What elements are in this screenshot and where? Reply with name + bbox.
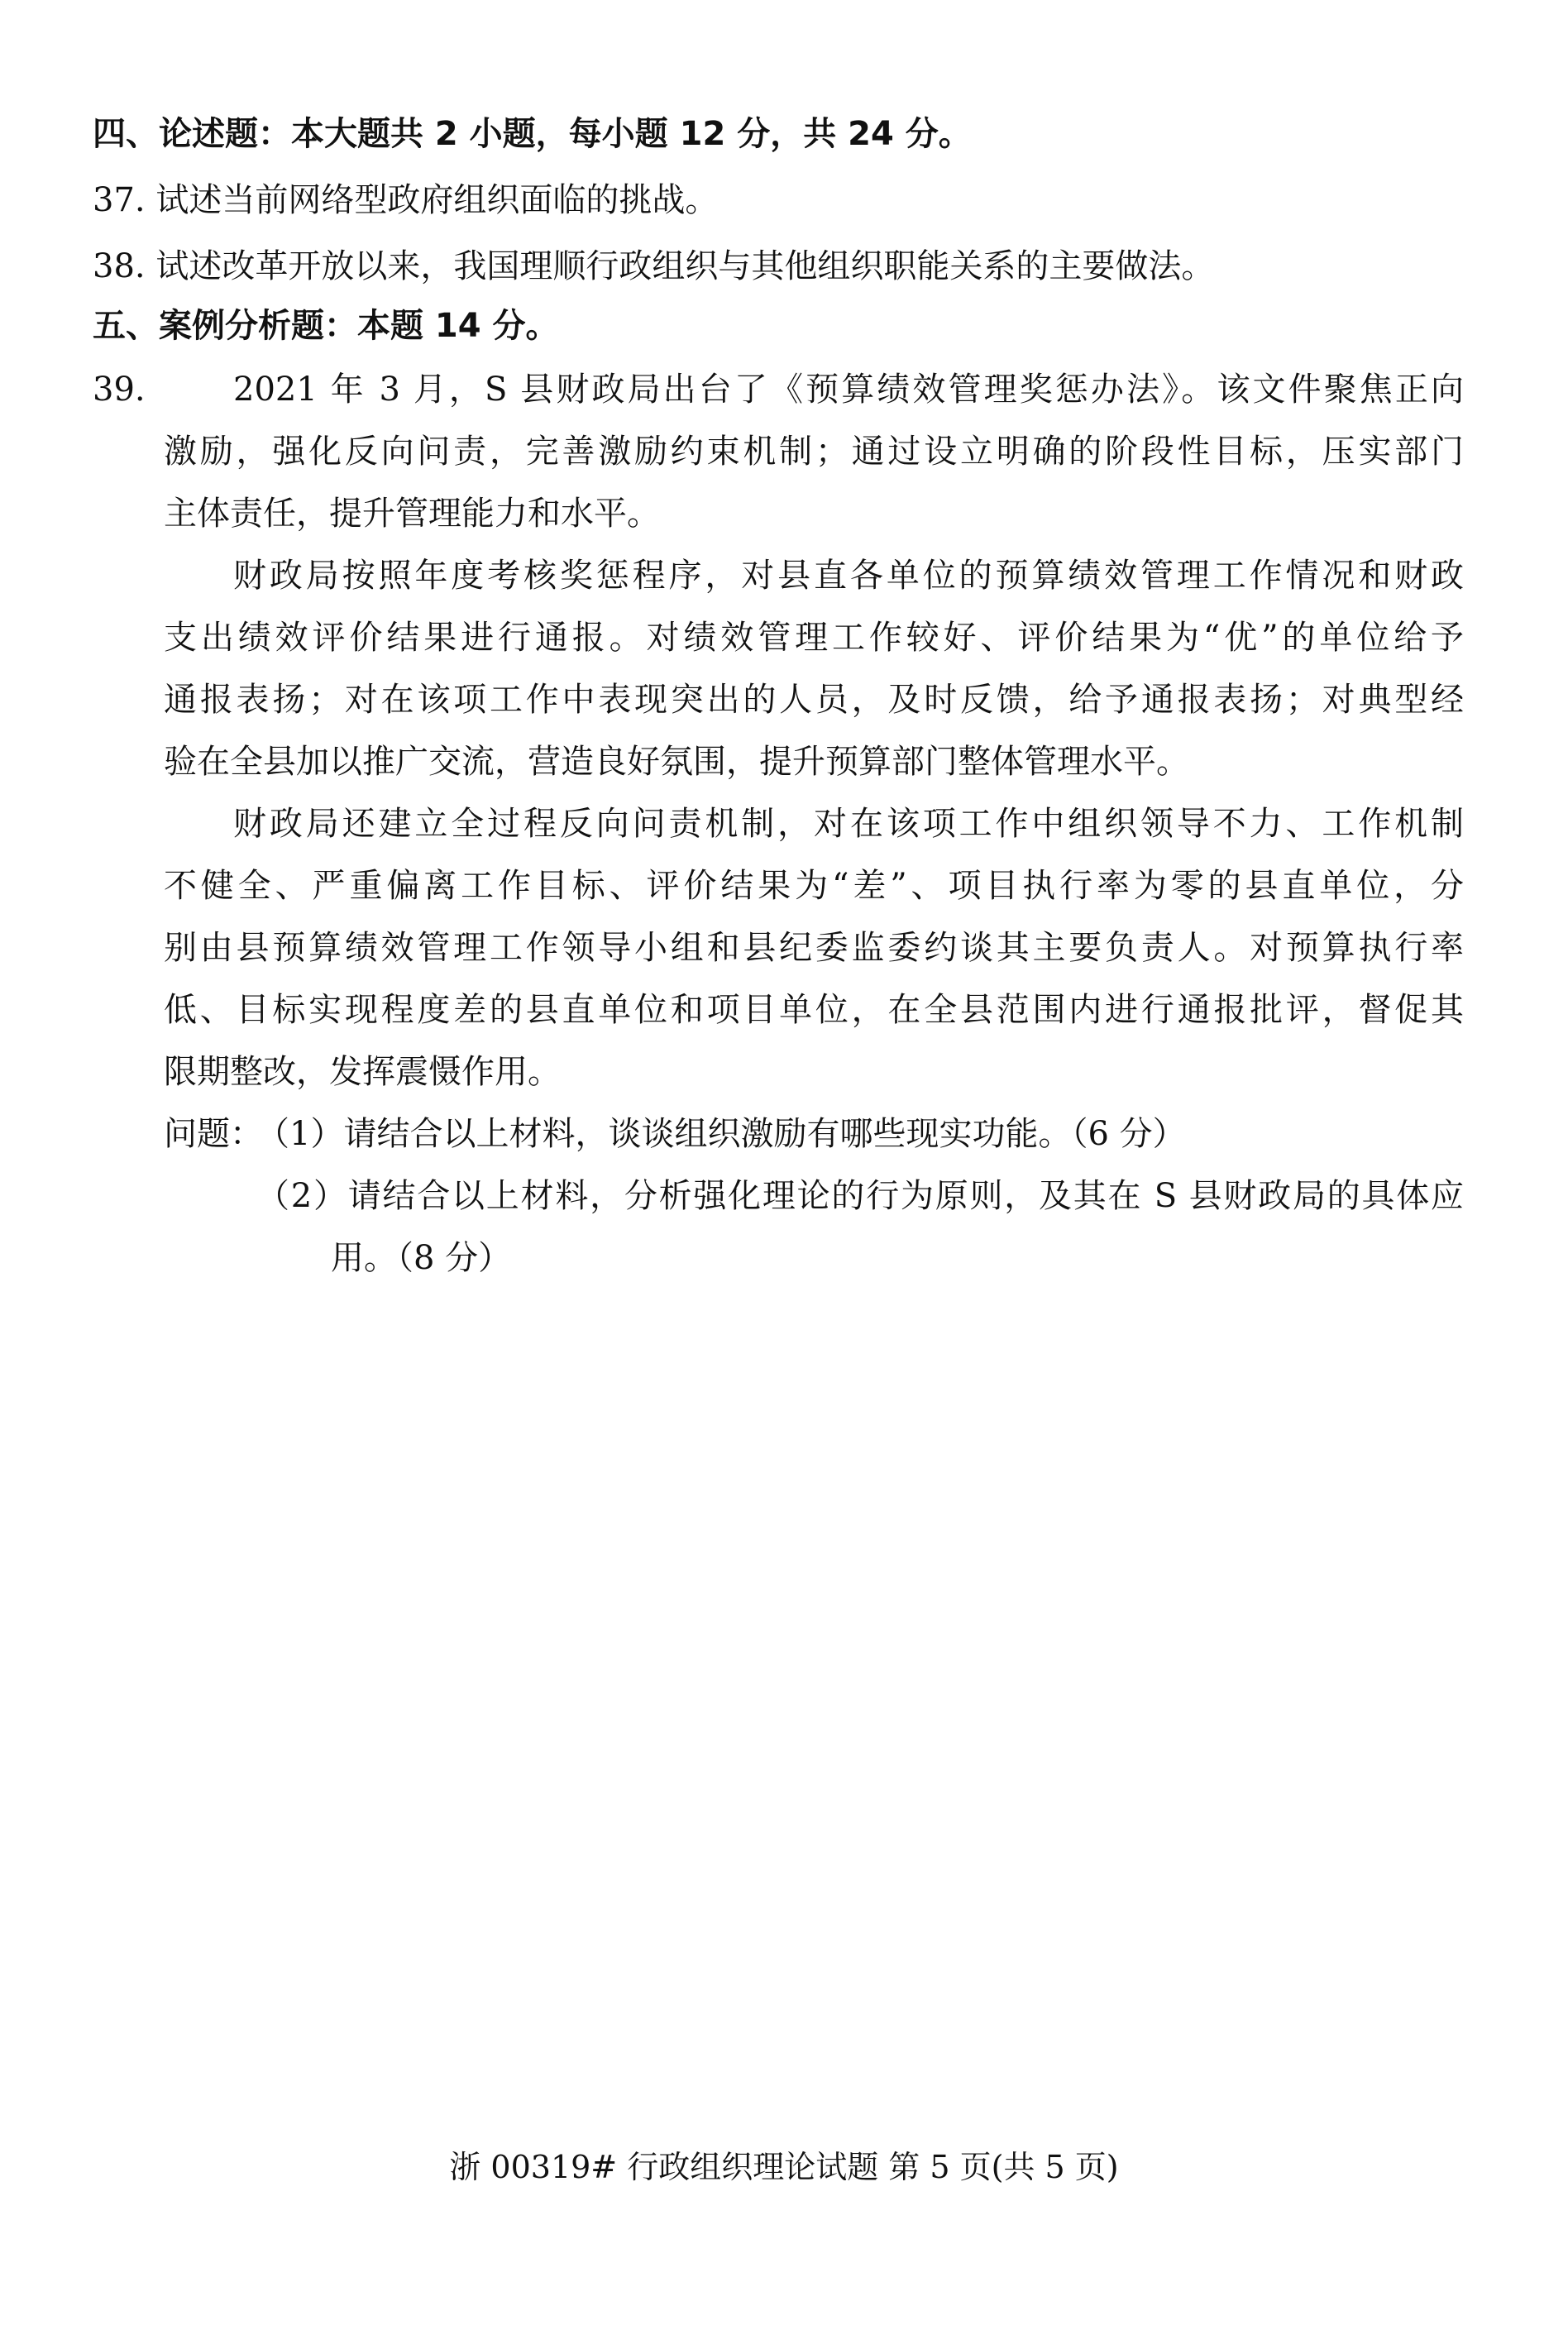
sub-question-1: （1）请结合以上材料，谈谈组织激励有哪些现实功能。（6 分）: [256, 1115, 1186, 1153]
case-paragraph-1-line-3: 主体责任，提升管理能力和水平。: [164, 495, 660, 533]
case-paragraph-1-line-1: 2021 年 3 月，S 县财政局出台了《预算绩效管理奖惩办法》。该文件聚焦正向: [233, 371, 1464, 409]
section-5-heading: 五、案例分析题：本题 14 分。: [93, 307, 559, 345]
case-paragraph-2-line-1: 财政局按照年度考核奖惩程序，对县直各单位的预算绩效管理工作情况和财政: [233, 557, 1464, 595]
case-paragraph-1-line-2: 激励，强化反向问责，完善激励约束机制；通过设立明确的阶段性目标，压实部门: [164, 433, 1464, 471]
case-paragraph-2-line-2: 支出绩效评价结果进行通报。对绩效管理工作较好、评价结果为“优”的单位给予: [164, 619, 1464, 657]
case-paragraph-3-line-5: 限期整改，发挥震慑作用。: [164, 1053, 561, 1091]
case-paragraph-3-line-1: 财政局还建立全过程反向问责机制，对在该项工作中组织领导不力、工作机制: [233, 805, 1464, 843]
sub-question-2-line-2: 用。（8 分）: [331, 1239, 512, 1277]
question-37: 37. 试述当前网络型政府组织面临的挑战。: [93, 181, 719, 219]
question-38: 38. 试述改革开放以来，我国理顺行政组织与其他组织职能关系的主要做法。: [93, 247, 1215, 285]
section-4-heading: 四、论述题：本大题共 2 小题，每小题 12 分，共 24 分。: [93, 115, 972, 153]
questions-label: 问题：: [164, 1115, 263, 1153]
case-paragraph-3-line-2: 不健全、严重偏离工作目标、评价结果为“差”、项目执行率为零的县直单位，分: [164, 867, 1464, 905]
case-paragraph-2-line-3: 通报表扬；对在该项工作中表现突出的人员，及时反馈，给予通报表扬；对典型经: [164, 681, 1464, 719]
page-footer: 浙 00319# 行政组织理论试题 第 5 页(共 5 页): [449, 2149, 1119, 2185]
case-paragraph-2-line-4: 验在全县加以推广交流，营造良好氛围，提升预算部门整体管理水平。: [164, 743, 1189, 781]
case-paragraph-3-line-3: 别由县预算绩效管理工作领导小组和县纪委监委约谈其主要负责人。对预算执行率: [164, 929, 1464, 967]
sub-question-2-line-1: （2）请结合以上材料，分析强化理论的行为原则，及其在 S 县财政局的具体应: [256, 1177, 1464, 1215]
case-paragraph-3-line-4: 低、目标实现程度差的县直单位和项目单位，在全县范围内进行通报批评，督促其: [164, 991, 1464, 1029]
question-39-number: 39.: [93, 371, 146, 409]
